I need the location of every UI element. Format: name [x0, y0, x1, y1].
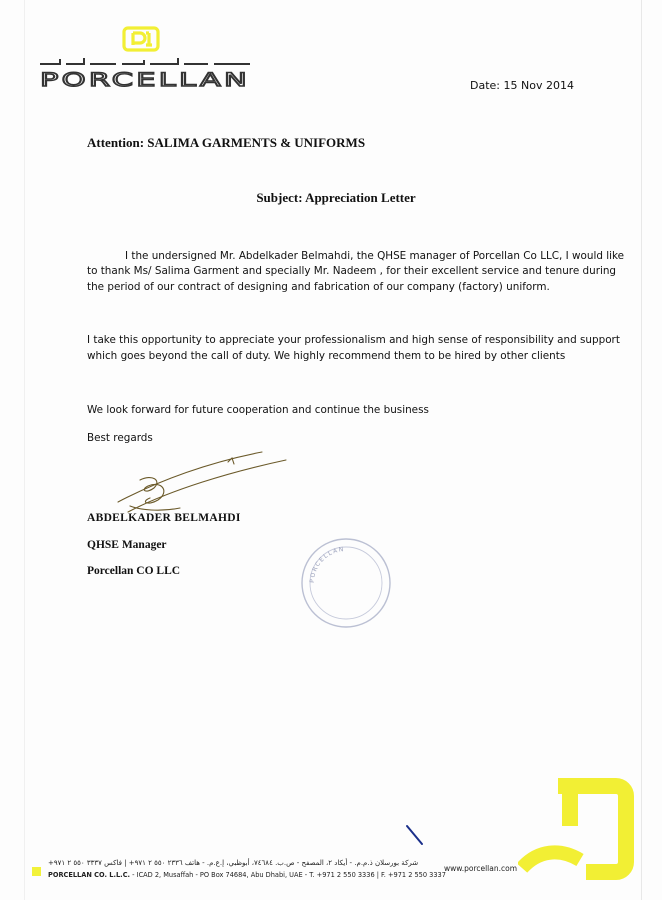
body-line-3: the period of our contract of designing and fabrication of our company (factory) uniform. [87, 281, 550, 293]
body-line-6: We look forward for future cooperation and continue the business [87, 404, 429, 416]
closing-line: Best regards [87, 432, 153, 444]
porcellan-logo [36, 26, 256, 90]
footer-website-link[interactable]: www.porcellan.com [444, 864, 518, 873]
footer-address [48, 871, 446, 879]
body-line-1: I the undersigned Mr. Abdelkader Belmahdi, the QHSE manager of Porcellan Co LLC, I would like [125, 250, 625, 262]
letter-date: Date: 15 Nov 2014 [470, 79, 574, 92]
signatory-name: ABDELKADER BELMAHDI [87, 512, 241, 524]
page-edge-right [641, 0, 642, 900]
pen-mark [404, 824, 426, 848]
footer-arabic-address: شركة بورسلان ذ.م.م. - أيكاد ٢، المصفح - ص.ب. ٧٤٦٨٤، أبوظبي، إ.ع.م. - هاتف ٢٣٣٦ ٥٥٠ ٢ ٩٧١+ | فاكس ٣٣٣٧ ٥٥٠ ٢ ٩٧١+ [48, 859, 419, 867]
body-line-4: I take this opportunity to appreciate your professionalism and high sense of responsibility and support [87, 334, 620, 346]
body-line-2: to thank Ms/ Salima Garment and specially Mr. Nadeem , for their excellent service and tenure during [87, 265, 617, 277]
footer-company: PORCELLAN CO. L.L.C. [48, 871, 131, 879]
signatory-title: QHSE Manager [87, 539, 167, 551]
company-stamp [298, 535, 394, 631]
brand-watermark-icon [518, 778, 634, 882]
page-edge-left [24, 0, 25, 900]
attention-line: Attention: SALIMA GARMENTS & UNIFORMS [87, 135, 366, 150]
body-line-5: which goes beyond the call of duty. We highly recommend them to be hired by other clients [87, 350, 566, 362]
footer-accent-square [32, 867, 41, 876]
subject-line [0, 190, 662, 206]
signatory-company: Porcellan CO LLC [87, 565, 181, 577]
subject-text: Subject: Appreciation Letter [256, 190, 416, 205]
footer-address-text: - ICAD 2, Musaffah - PO Box 74684, Abu Dhabi, UAE - T. +971 2 550 3336 | F. +971 2 550 3337 [130, 871, 446, 879]
handwritten-signature [100, 450, 300, 520]
stamp-lettering: PORCELLAN [308, 545, 346, 584]
brand-wordmark: PORCELLAN [40, 69, 250, 90]
